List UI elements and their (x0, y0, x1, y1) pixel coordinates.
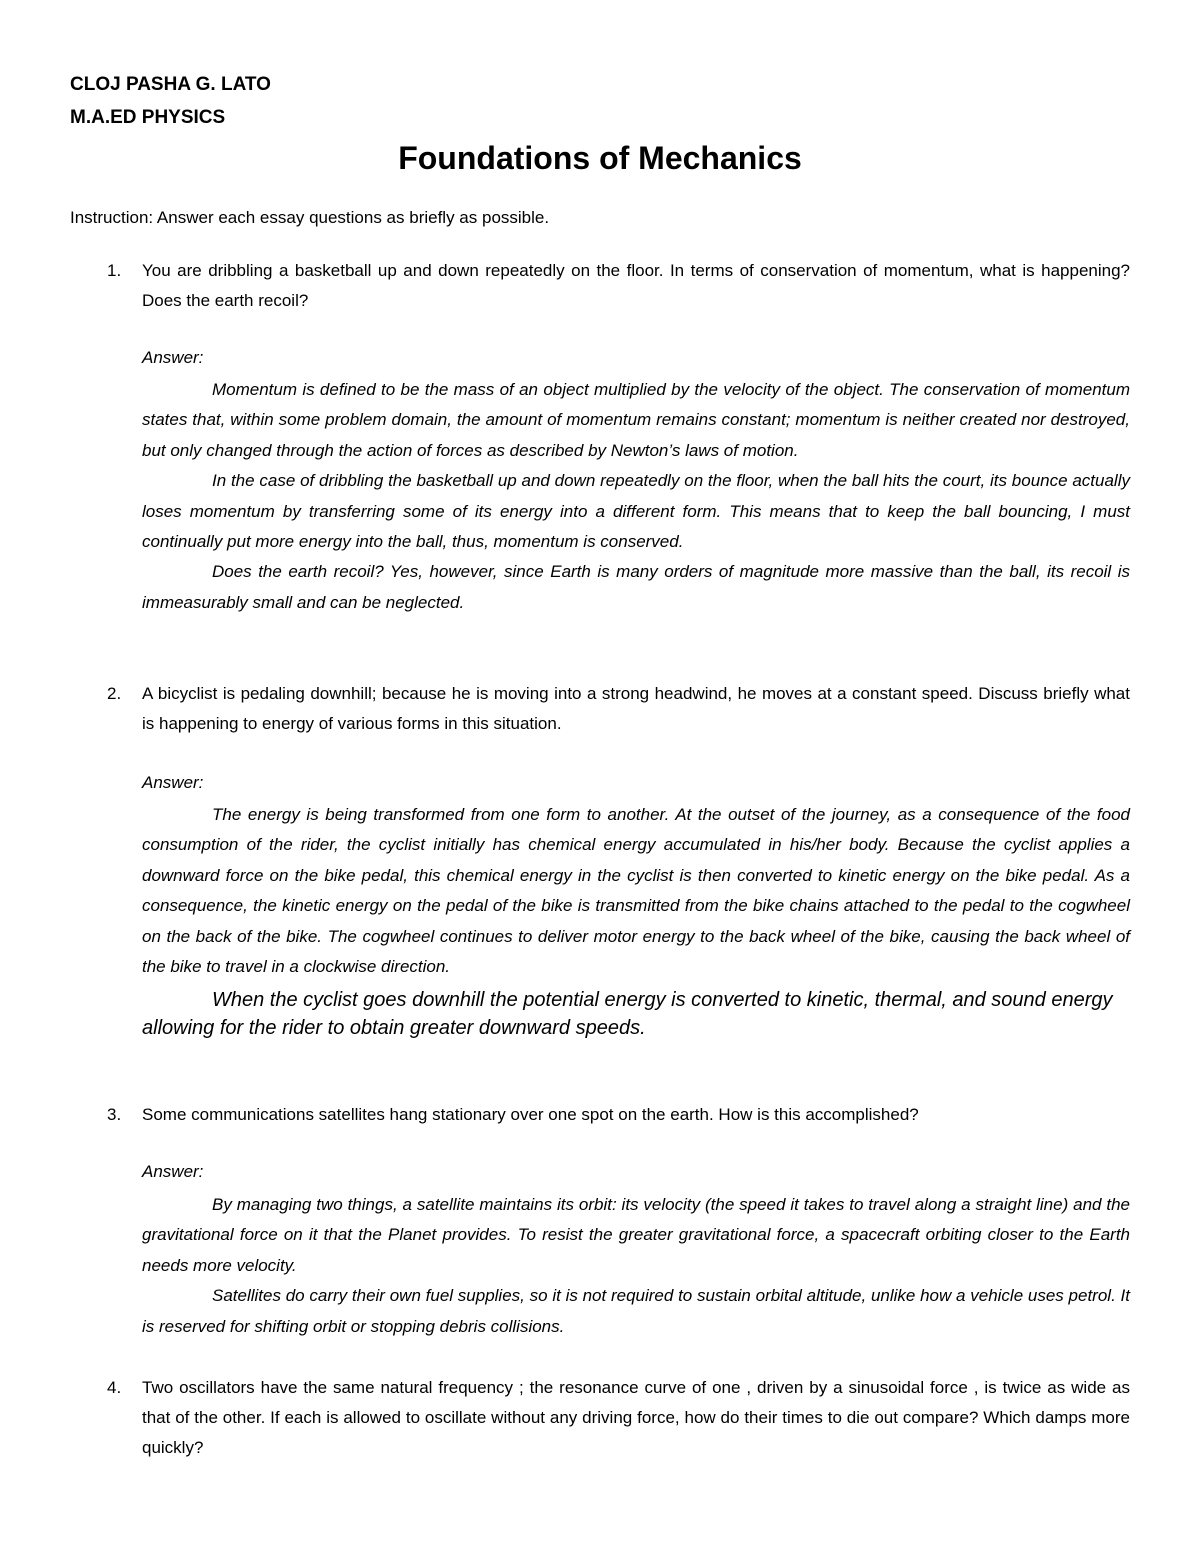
answer-2 (142, 800, 1130, 1042)
answer-label-1: Answer: (142, 348, 204, 367)
question-2 (107, 679, 1130, 739)
answer-paragraph: In the case of dribbling the basketball up and down repeatedly on the floor, when the ball hits the court, its bounce actually loses momentum by transferring some of its energy into a different form. This means that to keep the ball bouncing, I must continually put more energy into the ball, thus, momentum is conserved. (142, 471, 1130, 552)
answer-paragraph: When the cyclist goes downhill the potential energy is converted to kinetic, thermal, and sound energy allowing for the rider to obtain greater downward speeds. (142, 989, 1113, 1040)
author-degree: M.A.ED PHYSICS (70, 107, 226, 128)
answer-paragraph: By managing two things, a satellite maintains its orbit: its velocity (the speed it takes to travel along a straight line) and the gravitational force on it that the Planet provides. To resist the greater gravitational force, a spacecraft orbiting closer to the Earth needs more velocity. (142, 1195, 1130, 1275)
author-name: CLOJ PASHA G. LATO (70, 74, 271, 95)
question-3 (107, 1100, 1130, 1130)
document-title: Foundations of Mechanics (398, 140, 802, 176)
answer-label-2: Answer: (142, 773, 204, 792)
question-text: You are dribbling a basketball up and down repeatedly on the floor. In terms of conservation of momentum, what is happening? Does the earth recoil? (142, 261, 1130, 310)
answer-label-3: Answer: (142, 1162, 204, 1181)
answer-paragraph: The energy is being transformed from one form to another. At the outset of the journey, as a consequence of the food consumption of the rider, the cyclist initially has chemical energy accumulated in his/her body. Because the cyclist applies a downward force on the bike pedal, this chemical energy in the cyclist is then converted to kinetic energy on the bike pedal. As a consequence, the kinetic energy on the pedal of the bike is transmitted from the bike chains attached to the pedal to the cogwheel on the back of the bike. The cogwheel continues to deliver motor energy to the back wheel of the bike, causing the back wheel of the bike to travel in a clockwise direction. (142, 805, 1130, 977)
question-text: Two oscillators have the same natural frequency ; the resonance curve of one , driven by a sinusoidal force , is twice as wide as that of the other. If each is allowed to oscillate without any driving force, how do their times to die out compare? Which damps more quickly? (142, 1378, 1130, 1457)
question-1 (107, 256, 1130, 316)
question-number: 2. (107, 684, 122, 703)
question-number: 3. (107, 1105, 122, 1124)
question-text: A bicyclist is pedaling downhill; because he is moving into a strong headwind, he moves at a constant speed. Discuss briefly what is happening to energy of various forms in this situation. (142, 684, 1130, 733)
question-number: 4. (107, 1378, 122, 1397)
question-text: Some communications satellites hang stationary over one spot on the earth. How is this accomplished? (142, 1105, 919, 1124)
answer-3 (142, 1190, 1130, 1342)
answer-paragraph: Satellites do carry their own fuel supplies, so it is not required to sustain orbital altitude, unlike how a vehicle uses petrol. It is reserved for shifting orbit or stopping debris collisions. (142, 1286, 1130, 1336)
instruction-text: Instruction: Answer each essay questions as briefly as possible. (70, 208, 550, 227)
answer-paragraph: Does the earth recoil? Yes, however, since Earth is many orders of magnitude more massive than the ball, its recoil is immeasurably small and can be neglected. (142, 562, 1130, 612)
answer-paragraph: Momentum is defined to be the mass of an object multiplied by the velocity of the object. The conservation of momentum states that, within some problem domain, the amount of momentum remains constant; momentum is neither created nor destroyed, but only changed through the action of forces as described by Newton’s laws of motion. (142, 380, 1130, 460)
question-number: 1. (107, 261, 122, 280)
answer-1 (142, 375, 1130, 618)
question-4 (107, 1373, 1130, 1463)
